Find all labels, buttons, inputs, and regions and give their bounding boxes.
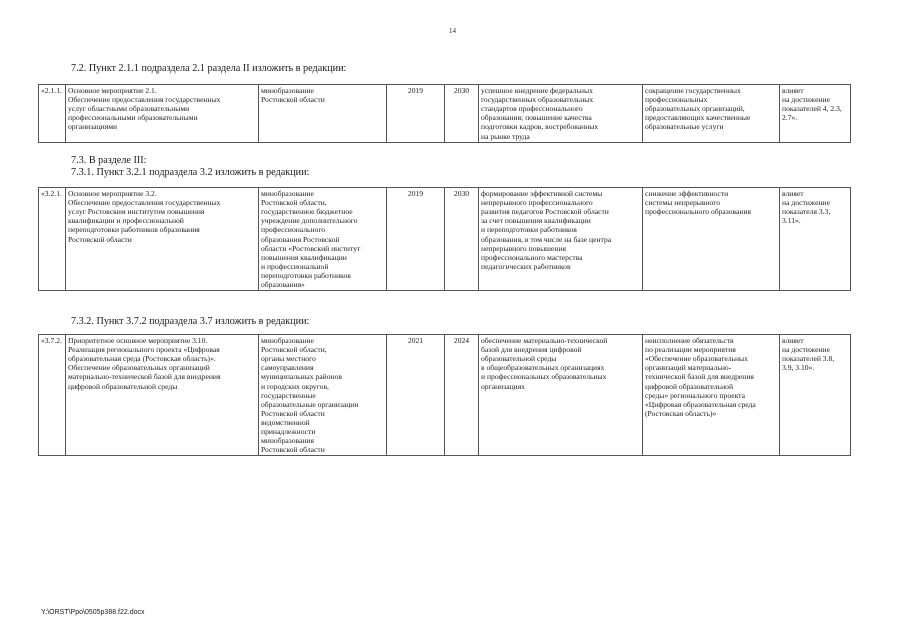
cell-text-line: развития педагогов Ростовской области	[481, 207, 609, 217]
cell-text-line: по реализации мероприятия	[645, 345, 736, 355]
cell-text-line: профессиональных	[645, 95, 708, 105]
cell-start-year: 2019	[387, 188, 445, 291]
cell-text-line: образования Ростовской	[261, 234, 340, 244]
cell-text-line: Обеспечение предоставления государственных	[68, 95, 221, 105]
cell-text-line: «Цифровая образовательная среда	[645, 399, 756, 409]
cell-text-line: формирование эффективной системы	[481, 189, 603, 198]
cell-text-line: непрерывного профессионального	[481, 198, 593, 208]
cell-text-line: минобразование	[261, 336, 314, 345]
cell-text-line: органы местного	[261, 354, 316, 364]
cell-text-line: организаций материально-	[645, 363, 732, 373]
cell-text-line: Ростовской области	[261, 95, 325, 105]
cell-text-line: «Обеспечение образовательных	[645, 354, 748, 364]
cell-text-line: образования; повышение качества	[481, 113, 592, 123]
cell-text-line: профессиональными образовательными	[68, 113, 198, 123]
cell-text-line: влияет	[782, 189, 804, 198]
cell-text-line: Ростовской области,	[261, 345, 327, 355]
cell-text-line: минобразование	[261, 189, 314, 198]
cell-text-line: предоставляющих качественные	[645, 113, 751, 123]
cell-text-line: образования, в том числе на базе центра	[481, 234, 612, 244]
cell-executor	[259, 335, 387, 456]
cell-result	[479, 188, 643, 291]
cell-consequence	[643, 188, 780, 291]
cell-executor	[259, 85, 387, 143]
cell-text-line: минобразования	[261, 436, 314, 446]
cell-text-line: услуг областными образовательными	[68, 104, 190, 114]
cell-text-line: Ростовской области	[261, 408, 325, 418]
cell-number: «2.1.1.	[39, 85, 66, 143]
cell-text-line: среды» регионального проекта	[645, 390, 745, 400]
cell-text-line: подготовки кадров, востребованных	[481, 122, 599, 132]
cell-text-line: и профессиональных образовательных	[481, 372, 607, 382]
heading-7-3: 7.3. В разделе III:	[71, 155, 147, 166]
cell-start-year: 2019	[387, 85, 445, 143]
cell-text-line: образовательная среда (Ростовская область)».	[68, 354, 216, 364]
cell-text-line: организациями	[68, 122, 118, 132]
table-row	[39, 85, 851, 143]
cell-consequence	[643, 85, 780, 143]
cell-text-line: показателей 3.8,	[782, 354, 835, 364]
cell-text-line: ведомственной	[261, 417, 310, 427]
cell-text-line: повышения квалификации	[261, 252, 347, 262]
cell-text-line: влияет	[782, 86, 804, 95]
cell-text-line: организациях	[481, 381, 525, 391]
cell-text-line: самоуправления	[261, 363, 314, 373]
cell-text-line: на достижение	[782, 95, 830, 105]
cell-link	[780, 85, 851, 143]
cell-event	[66, 335, 259, 456]
cell-text-line: цифровой образовательной	[645, 381, 734, 391]
cell-text-line: на достижение	[782, 345, 830, 355]
cell-text-line: базой для внедрения цифровой	[481, 345, 582, 355]
table-row	[39, 335, 851, 456]
cell-text-line: и городских округов,	[261, 381, 329, 391]
cell-event	[66, 188, 259, 291]
table-row	[39, 188, 851, 291]
heading-7-3-2: 7.3.2. Пункт 3.7.2 подраздела 3.7 изложить в редакции:	[71, 316, 310, 327]
cell-text-line: образовательные организации	[261, 399, 359, 409]
cell-text-line: Основное мероприятие 3.2.	[68, 189, 157, 198]
cell-text-line: муниципальных районов	[261, 372, 342, 382]
cell-text-line: государственные	[261, 390, 316, 400]
cell-text-line: образовательных организаций,	[645, 104, 745, 114]
table-3-2-1	[38, 187, 851, 291]
cell-text-line: Реализация регионального проекта «Цифровая	[68, 345, 220, 355]
cell-text-line: профессионального	[261, 225, 326, 235]
cell-text-line: на рынке труда	[481, 131, 530, 141]
cell-text-line: образовательной среды	[481, 354, 557, 364]
cell-text-line: системы непрерывного	[645, 198, 721, 208]
heading-7-3-1: 7.3.1. Пункт 3.2.1 подраздела 3.2 изложить в редакции:	[71, 167, 310, 178]
cell-text-line: Обеспечение предоставления государственных	[68, 198, 221, 208]
cell-text-line: 2.7».	[782, 113, 798, 123]
table-3-7-2	[38, 334, 851, 456]
cell-result	[479, 335, 643, 456]
cell-text-line: Обеспечение образовательных организаций	[68, 363, 210, 373]
cell-text-line: области «Ростовский институт	[261, 243, 361, 253]
cell-text-line: в общеобразовательных организациях	[481, 363, 605, 373]
cell-end-year: 2024	[445, 335, 479, 456]
cell-text-line: Основное мероприятие 2.1.	[68, 86, 157, 95]
cell-number: «3.2.1.	[39, 188, 66, 291]
cell-event	[66, 85, 259, 143]
cell-text-line: образования»	[261, 280, 305, 290]
cell-text-line: принадлежности	[261, 427, 316, 437]
cell-text-line: снижение эффективности	[645, 189, 729, 198]
cell-text-line: успешное внедрение федеральных	[481, 86, 593, 95]
cell-text-line: за счет повышения квалификации	[481, 216, 591, 226]
cell-text-line: государственное бюджетное	[261, 207, 353, 217]
footer-file-path: Y:\ORST\Ppo\0505p388.f22.docx	[41, 609, 145, 616]
cell-text-line: (Ростовская область)»	[645, 408, 717, 418]
cell-text-line: 3.9, 3.10».	[782, 363, 815, 373]
cell-text-line: Ростовской области	[261, 445, 325, 455]
cell-text-line: квалификации и профессиональной	[68, 216, 184, 226]
cell-text-line: переподготовки работников образования	[68, 225, 200, 235]
cell-end-year: 2030	[445, 85, 479, 143]
cell-text-line: цифровой образовательной среды	[68, 381, 178, 391]
cell-consequence	[643, 335, 780, 456]
cell-text-line: профессионального мастерства	[481, 252, 583, 262]
table-2-1-1	[38, 84, 851, 143]
cell-text-line: 3.11».	[782, 216, 801, 226]
cell-executor	[259, 188, 387, 291]
cell-text-line: профессионального образования	[645, 207, 752, 217]
cell-link	[780, 335, 851, 456]
cell-text-line: образовательные услуги	[645, 122, 724, 132]
page-number: 14	[449, 27, 456, 35]
cell-result	[479, 85, 643, 143]
cell-text-line: неисполнение обязательств	[645, 336, 734, 345]
cell-text-line: минобразование	[261, 86, 314, 95]
cell-text-line: материально-технической базой для внедрения	[68, 372, 221, 382]
cell-text-line: на достижение	[782, 198, 830, 208]
cell-text-line: показателя 3.3,	[782, 207, 831, 217]
cell-end-year: 2030	[445, 188, 479, 291]
cell-text-line: технической базой для внедрения	[645, 372, 754, 382]
cell-text-line: услуг Ростовским институтом повышения	[68, 207, 205, 217]
cell-text-line: учреждение дополнительного	[261, 216, 358, 226]
heading-7-2: 7.2. Пункт 2.1.1 подраздела 2.1 раздела II изложить в редакции:	[71, 63, 347, 74]
cell-text-line: обеспечение материально-технической	[481, 336, 608, 345]
cell-text-line: влияет	[782, 336, 804, 345]
cell-text-line: государственных образовательных	[481, 95, 594, 105]
cell-text-line: переподготовки работников	[261, 270, 351, 280]
cell-text-line: сокращение государственных	[645, 86, 741, 95]
cell-text-line: Приоритетное основное мероприятие 3.10.	[68, 336, 208, 345]
cell-text-line: Ростовской области	[68, 234, 132, 244]
cell-text-line: непрерывного повышения	[481, 243, 567, 253]
cell-text-line: стандартов профессионального	[481, 104, 583, 114]
cell-start-year: 2021	[387, 335, 445, 456]
cell-text-line: и переподготовки работников	[481, 225, 577, 235]
cell-number: «3.7.2.	[39, 335, 66, 456]
cell-text-line: показателей 4, 2.3,	[782, 104, 842, 114]
cell-link	[780, 188, 851, 291]
cell-text-line: и профессиональной	[261, 261, 329, 271]
cell-text-line: Ростовской области,	[261, 198, 327, 208]
cell-text-line: педагогических работников	[481, 261, 571, 271]
